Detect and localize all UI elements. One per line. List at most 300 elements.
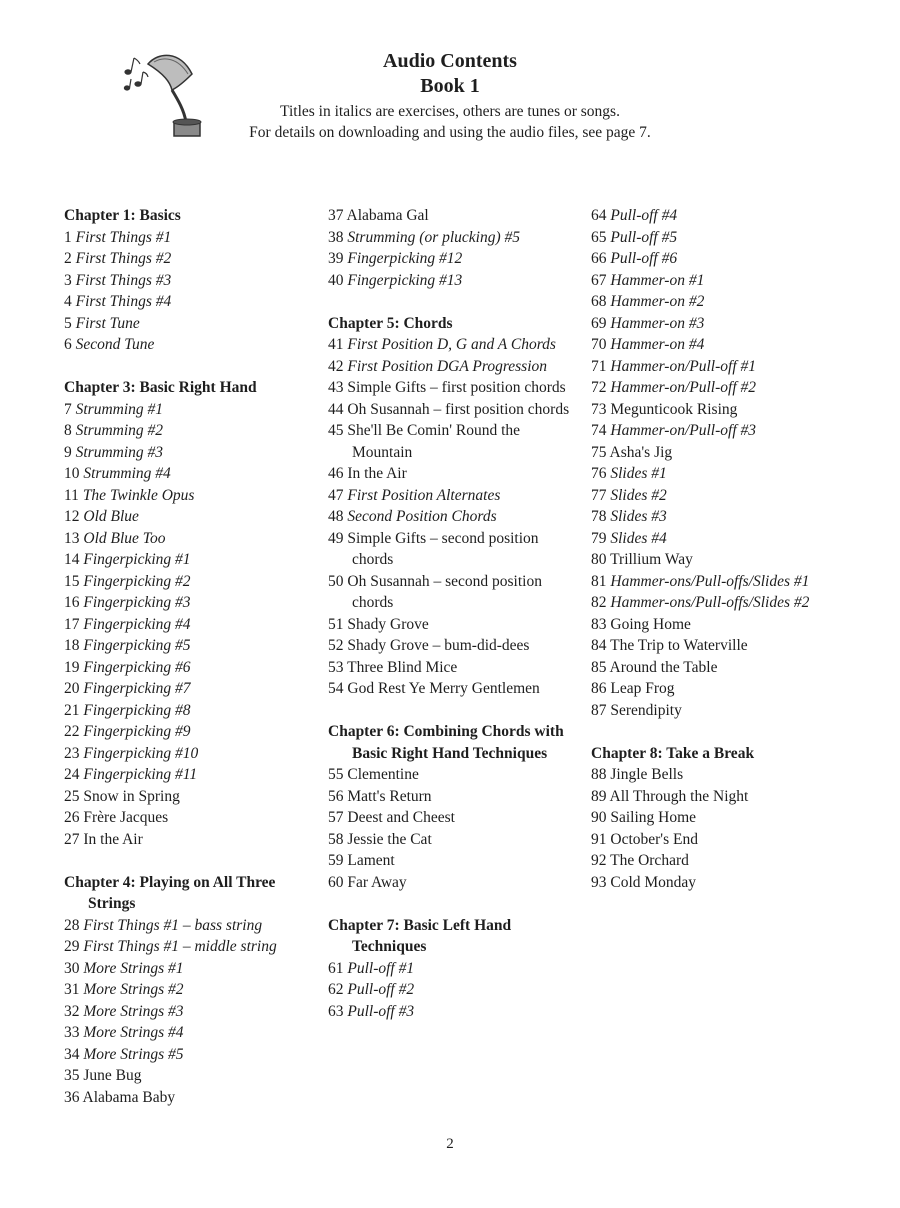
track-number: 70 bbox=[591, 336, 607, 353]
track-item bbox=[591, 549, 851, 571]
exercise-title: First Position DGA Progression bbox=[347, 357, 548, 375]
track-item bbox=[591, 850, 851, 872]
track-item bbox=[64, 485, 314, 507]
track-item bbox=[328, 807, 583, 829]
chapter-heading: Chapter 1: Basics bbox=[64, 207, 181, 224]
exercise-title: More Strings #4 bbox=[83, 1024, 184, 1041]
track-item bbox=[591, 313, 851, 335]
track-number: 14 bbox=[64, 551, 80, 568]
track-item bbox=[64, 678, 314, 700]
exercise-title: Hammer-on/Pull-off #3 bbox=[610, 422, 757, 439]
tune-title: The Orchard bbox=[610, 852, 689, 869]
track-number: 23 bbox=[64, 744, 80, 762]
track-number: 26 bbox=[64, 809, 80, 826]
track-number: 56 bbox=[328, 787, 344, 805]
tune-title: Frère Jacques bbox=[83, 809, 169, 826]
track-number: 21 bbox=[64, 701, 80, 719]
exercise-title: Strumming (or plucking) #5 bbox=[347, 228, 521, 246]
chapter-heading: Chapter 8: Take a Break bbox=[591, 744, 755, 762]
tune-title: Jingle Bells bbox=[610, 766, 684, 783]
track-item bbox=[64, 915, 314, 937]
section-gap bbox=[328, 291, 583, 313]
track-number: 71 bbox=[591, 357, 607, 375]
track-number: 47 bbox=[328, 486, 344, 504]
track-item bbox=[328, 764, 583, 786]
track-number: 55 bbox=[328, 766, 344, 783]
track-item bbox=[591, 614, 851, 636]
track-number: 36 bbox=[64, 1088, 80, 1106]
tune-title: Around the Table bbox=[609, 658, 718, 676]
exercise-title: Fingerpicking #10 bbox=[83, 744, 199, 762]
track-number: 9 bbox=[64, 443, 72, 461]
exercise-title: First Things #1 – bass string bbox=[83, 916, 263, 934]
chapter-heading: Chapter 5: Chords bbox=[328, 314, 453, 332]
track-item bbox=[64, 313, 314, 335]
exercise-title: First Position D, G and A Chords bbox=[347, 336, 556, 353]
tune-title: June Bug bbox=[83, 1067, 142, 1084]
track-number: 33 bbox=[64, 1024, 80, 1041]
track-number: 25 bbox=[64, 787, 80, 805]
track-item bbox=[591, 872, 851, 894]
tune-title: Simple Gifts – second position chords bbox=[347, 529, 539, 568]
track-item bbox=[64, 786, 314, 808]
track-item bbox=[328, 614, 583, 636]
chapter-heading: Chapter 6: Combining Chords with Basic Right Hand Techniques bbox=[328, 723, 564, 762]
track-item bbox=[328, 227, 583, 249]
track-number: 18 bbox=[64, 637, 80, 654]
track-item bbox=[328, 377, 583, 399]
exercise-title: The Twinkle Opus bbox=[82, 486, 195, 504]
exercise-title: Strumming #1 bbox=[75, 400, 164, 418]
chapter-heading: Chapter 3: Basic Right Hand bbox=[64, 379, 257, 396]
exercise-title: Fingerpicking #2 bbox=[83, 572, 191, 590]
exercise-title: Pull-off #4 bbox=[610, 207, 678, 224]
track-item bbox=[328, 420, 583, 463]
exercise-title: Hammer-on/Pull-off #2 bbox=[610, 379, 757, 396]
track-item bbox=[328, 657, 583, 679]
track-number: 29 bbox=[64, 938, 80, 955]
tune-title: Deest and Cheest bbox=[347, 809, 455, 826]
italics-note: Titles in italics are exercises, others are tunes or songs. bbox=[280, 103, 620, 120]
track-item bbox=[64, 1065, 314, 1087]
exercise-title: Strumming #3 bbox=[75, 443, 164, 461]
track-item bbox=[64, 743, 314, 765]
track-number: 43 bbox=[328, 379, 344, 396]
track-number: 68 bbox=[591, 293, 607, 310]
exercise-title: Strumming #4 bbox=[83, 465, 171, 482]
track-number: 37 bbox=[328, 207, 344, 224]
track-number: 13 bbox=[64, 529, 80, 547]
track-number: 83 bbox=[591, 615, 607, 633]
track-number: 76 bbox=[591, 465, 607, 482]
track-number: 49 bbox=[328, 529, 344, 547]
track-number: 42 bbox=[328, 357, 344, 375]
tune-title: Clementine bbox=[347, 766, 419, 783]
track-number: 52 bbox=[328, 637, 344, 654]
exercise-title: Slides #2 bbox=[610, 486, 667, 504]
track-number: 22 bbox=[64, 723, 80, 740]
tune-title: Alabama Baby bbox=[82, 1088, 176, 1106]
tune-title: All Through the Night bbox=[609, 787, 749, 805]
track-item bbox=[64, 571, 314, 593]
track-item bbox=[328, 506, 583, 528]
exercise-title: Slides #3 bbox=[610, 508, 667, 525]
exercise-title: More Strings #2 bbox=[83, 981, 184, 998]
exercise-title: Second Tune bbox=[75, 336, 155, 353]
track-number: 53 bbox=[328, 658, 344, 676]
track-item bbox=[591, 786, 851, 808]
track-item bbox=[64, 1087, 314, 1109]
exercise-title: Fingerpicking #7 bbox=[83, 680, 191, 697]
track-item bbox=[591, 334, 851, 356]
track-number: 58 bbox=[328, 830, 344, 848]
track-number: 4 bbox=[64, 293, 72, 310]
track-item bbox=[591, 291, 851, 313]
exercise-title: Hammer-on #2 bbox=[610, 293, 705, 310]
track-item bbox=[591, 248, 851, 270]
tune-title: Three Blind Mice bbox=[347, 658, 458, 676]
track-item bbox=[328, 678, 583, 700]
track-number: 72 bbox=[591, 379, 607, 396]
tune-title: Snow in Spring bbox=[83, 787, 180, 805]
track-number: 24 bbox=[64, 766, 80, 783]
tune-title: Shady Grove – bum-did-dees bbox=[347, 637, 530, 654]
exercise-title: Pull-off #2 bbox=[347, 981, 415, 998]
exercise-title: Old Blue bbox=[83, 508, 139, 525]
page-subtitle: Book 1 bbox=[420, 75, 480, 97]
section-gap bbox=[328, 893, 583, 915]
track-number: 75 bbox=[591, 443, 607, 461]
track-number: 85 bbox=[591, 658, 607, 676]
track-item bbox=[64, 1001, 314, 1023]
track-item bbox=[591, 399, 851, 421]
track-number: 7 bbox=[64, 400, 72, 418]
exercise-title: First Things #3 bbox=[75, 271, 172, 289]
track-item bbox=[591, 807, 851, 829]
track-item bbox=[591, 528, 851, 550]
track-item bbox=[591, 270, 851, 292]
track-item bbox=[591, 829, 851, 851]
track-number: 66 bbox=[591, 250, 607, 267]
track-number: 30 bbox=[64, 959, 80, 977]
track-number: 54 bbox=[328, 680, 344, 697]
tune-title: Simple Gifts – first position chords bbox=[347, 379, 566, 396]
track-item bbox=[328, 786, 583, 808]
track-number: 87 bbox=[591, 701, 607, 719]
track-item bbox=[64, 270, 314, 292]
track-item bbox=[64, 463, 314, 485]
track-number: 6 bbox=[64, 336, 72, 353]
track-item bbox=[328, 270, 583, 292]
exercise-title: Pull-off #3 bbox=[347, 1002, 415, 1020]
track-item bbox=[591, 657, 851, 679]
track-number: 81 bbox=[591, 572, 607, 590]
track-item bbox=[328, 485, 583, 507]
download-note: For details on downloading and using the audio files, see page 7. bbox=[249, 124, 651, 141]
section-gap bbox=[64, 850, 314, 872]
exercise-title: Hammer-on #1 bbox=[610, 271, 705, 289]
exercise-title: Slides #4 bbox=[610, 529, 667, 547]
tune-title: Lament bbox=[347, 852, 395, 869]
track-number: 73 bbox=[591, 400, 607, 418]
track-number: 77 bbox=[591, 486, 607, 504]
track-item bbox=[328, 958, 583, 980]
track-item bbox=[328, 205, 583, 227]
exercise-title: First Things #4 bbox=[75, 293, 172, 310]
tune-title: God Rest Ye Merry Gentlemen bbox=[347, 680, 540, 697]
track-item bbox=[591, 377, 851, 399]
track-item bbox=[64, 1044, 314, 1066]
exercise-title: Fingerpicking #1 bbox=[83, 551, 191, 568]
track-item bbox=[328, 635, 583, 657]
track-number: 78 bbox=[591, 508, 607, 525]
track-number: 65 bbox=[591, 228, 607, 246]
page-title: Audio Contents bbox=[383, 50, 517, 72]
track-number: 12 bbox=[64, 508, 80, 525]
track-item bbox=[64, 549, 314, 571]
track-item bbox=[64, 227, 314, 249]
track-number: 64 bbox=[591, 207, 607, 224]
track-number: 17 bbox=[64, 615, 80, 633]
exercise-title: First Position Alternates bbox=[347, 486, 501, 504]
exercise-title: Fingerpicking #6 bbox=[83, 658, 191, 676]
track-item bbox=[64, 291, 314, 313]
track-number: 88 bbox=[591, 766, 607, 783]
track-item bbox=[64, 592, 314, 614]
tune-title: Alabama Gal bbox=[346, 207, 429, 224]
track-number: 2 bbox=[64, 250, 72, 267]
exercise-title: Pull-off #5 bbox=[610, 228, 678, 246]
track-item bbox=[64, 936, 314, 958]
tune-title: Matt's Return bbox=[347, 787, 432, 805]
track-item bbox=[591, 700, 851, 722]
track-item bbox=[591, 571, 851, 593]
track-item bbox=[64, 657, 314, 679]
track-number: 91 bbox=[591, 830, 607, 848]
track-number: 44 bbox=[328, 400, 344, 418]
exercise-title: Fingerpicking #11 bbox=[83, 766, 198, 783]
track-number: 86 bbox=[591, 680, 607, 697]
track-number: 59 bbox=[328, 852, 344, 869]
tune-title: Trillium Way bbox=[610, 551, 693, 568]
track-item bbox=[591, 420, 851, 442]
track-item bbox=[328, 571, 583, 614]
exercise-title: Strumming #2 bbox=[75, 422, 164, 439]
track-item bbox=[64, 442, 314, 464]
track-item bbox=[64, 399, 314, 421]
track-number: 89 bbox=[591, 787, 607, 805]
track-item bbox=[591, 506, 851, 528]
tune-title: Going Home bbox=[610, 615, 691, 633]
contents-column-1 bbox=[64, 205, 314, 1108]
track-number: 28 bbox=[64, 916, 80, 934]
track-number: 32 bbox=[64, 1002, 80, 1020]
track-number: 8 bbox=[64, 422, 72, 439]
tune-title: Oh Susannah – second position chords bbox=[347, 572, 542, 611]
track-item bbox=[64, 248, 314, 270]
track-item bbox=[64, 807, 314, 829]
section-gap bbox=[328, 700, 583, 722]
track-item bbox=[328, 356, 583, 378]
contents-column-2 bbox=[328, 205, 583, 1022]
exercise-title: Fingerpicking #4 bbox=[83, 615, 191, 633]
track-item bbox=[328, 528, 583, 571]
tune-title: She'll Be Comin' Round the Mountain bbox=[347, 422, 521, 461]
track-item bbox=[328, 248, 583, 270]
track-item bbox=[64, 721, 314, 743]
track-number: 5 bbox=[64, 314, 72, 332]
exercise-title: First Things #1 – middle string bbox=[83, 938, 277, 955]
track-item bbox=[64, 420, 314, 442]
track-item bbox=[64, 506, 314, 528]
track-item bbox=[328, 850, 583, 872]
track-number: 50 bbox=[328, 572, 344, 590]
track-number: 1 bbox=[64, 228, 72, 246]
track-item bbox=[591, 227, 851, 249]
track-number: 57 bbox=[328, 809, 344, 826]
track-number: 45 bbox=[328, 422, 344, 439]
tune-title: The Trip to Waterville bbox=[610, 637, 748, 654]
exercise-title: Fingerpicking #5 bbox=[83, 637, 191, 654]
track-item bbox=[64, 958, 314, 980]
exercise-title: Fingerpicking #13 bbox=[347, 271, 463, 289]
exercise-title: Hammer-on/Pull-off #1 bbox=[610, 357, 757, 375]
tune-title: Leap Frog bbox=[610, 680, 675, 697]
track-item bbox=[64, 764, 314, 786]
track-number: 34 bbox=[64, 1045, 80, 1063]
track-number: 39 bbox=[328, 250, 344, 267]
track-number: 69 bbox=[591, 314, 607, 332]
track-item bbox=[591, 442, 851, 464]
chapter-heading: Chapter 4: Playing on All Three Strings bbox=[64, 873, 276, 912]
tune-title: October's End bbox=[610, 830, 698, 848]
track-number: 74 bbox=[591, 422, 607, 439]
track-item bbox=[64, 829, 314, 851]
exercise-title: Fingerpicking #9 bbox=[83, 723, 191, 740]
track-number: 31 bbox=[64, 981, 80, 998]
track-number: 46 bbox=[328, 465, 344, 482]
exercise-title: Hammer-ons/Pull-offs/Slides #1 bbox=[610, 572, 810, 590]
tune-title: Megunticook Rising bbox=[610, 400, 738, 418]
track-number: 82 bbox=[591, 594, 607, 611]
exercise-title: Hammer-on #4 bbox=[610, 336, 705, 353]
exercise-title: Second Position Chords bbox=[347, 508, 497, 525]
section-gap bbox=[591, 721, 851, 743]
track-item bbox=[591, 764, 851, 786]
track-item bbox=[591, 205, 851, 227]
exercise-title: Slides #1 bbox=[610, 465, 667, 482]
track-item bbox=[328, 872, 583, 894]
track-item bbox=[328, 399, 583, 421]
track-number: 15 bbox=[64, 572, 80, 590]
track-number: 35 bbox=[64, 1067, 80, 1084]
tune-title: Jessie the Cat bbox=[347, 830, 432, 848]
track-number: 3 bbox=[64, 271, 72, 289]
track-number: 61 bbox=[328, 959, 344, 977]
exercise-title: Pull-off #1 bbox=[347, 959, 415, 977]
track-item bbox=[328, 1001, 583, 1023]
track-number: 16 bbox=[64, 594, 80, 611]
exercise-title: First Things #1 bbox=[75, 228, 172, 246]
track-number: 79 bbox=[591, 529, 607, 547]
exercise-title: Fingerpicking #8 bbox=[83, 701, 191, 719]
track-item bbox=[64, 700, 314, 722]
track-item bbox=[64, 1022, 314, 1044]
track-item bbox=[328, 334, 583, 356]
track-number: 38 bbox=[328, 228, 344, 246]
track-number: 11 bbox=[64, 486, 79, 504]
track-item bbox=[64, 979, 314, 1001]
tune-title: In the Air bbox=[83, 830, 143, 848]
exercise-title: More Strings #3 bbox=[83, 1002, 184, 1020]
track-number: 62 bbox=[328, 981, 344, 998]
tune-title: In the Air bbox=[347, 465, 407, 482]
tune-title: Sailing Home bbox=[610, 809, 697, 826]
track-item bbox=[64, 614, 314, 636]
track-number: 10 bbox=[64, 465, 80, 482]
exercise-title: More Strings #5 bbox=[83, 1045, 184, 1063]
track-number: 92 bbox=[591, 852, 607, 869]
track-number: 93 bbox=[591, 873, 607, 891]
tune-title: Serendipity bbox=[610, 701, 682, 719]
exercise-title: First Tune bbox=[75, 314, 140, 332]
track-number: 63 bbox=[328, 1002, 344, 1020]
chapter-heading: Chapter 7: Basic Left Hand Techniques bbox=[328, 916, 512, 955]
track-number: 41 bbox=[328, 336, 344, 353]
track-number: 40 bbox=[328, 271, 344, 289]
exercise-title: Hammer-ons/Pull-offs/Slides #2 bbox=[610, 594, 810, 611]
track-number: 19 bbox=[64, 658, 80, 676]
track-item bbox=[328, 979, 583, 1001]
track-number: 84 bbox=[591, 637, 607, 654]
track-number: 90 bbox=[591, 809, 607, 826]
track-number: 51 bbox=[328, 615, 344, 633]
tune-title: Shady Grove bbox=[347, 615, 429, 633]
track-number: 67 bbox=[591, 271, 607, 289]
track-item bbox=[64, 334, 314, 356]
exercise-title: First Things #2 bbox=[75, 250, 172, 267]
track-number: 60 bbox=[328, 873, 344, 891]
track-number: 27 bbox=[64, 830, 80, 848]
exercise-title: Hammer-on #3 bbox=[610, 314, 705, 332]
tune-title: Far Away bbox=[347, 873, 407, 891]
track-item bbox=[591, 485, 851, 507]
track-number: 80 bbox=[591, 551, 607, 568]
track-number: 20 bbox=[64, 680, 80, 697]
track-item bbox=[591, 463, 851, 485]
exercise-title: More Strings #1 bbox=[83, 959, 184, 977]
track-item bbox=[591, 592, 851, 614]
track-item bbox=[591, 356, 851, 378]
track-item bbox=[64, 528, 314, 550]
tune-title: Oh Susannah – first position chords bbox=[347, 400, 570, 418]
track-item bbox=[591, 635, 851, 657]
exercise-title: Old Blue Too bbox=[83, 529, 166, 547]
tune-title: Cold Monday bbox=[610, 873, 697, 891]
exercise-title: Fingerpicking #12 bbox=[347, 250, 463, 267]
tune-title: Asha's Jig bbox=[609, 443, 673, 461]
exercise-title: Fingerpicking #3 bbox=[83, 594, 191, 611]
track-item bbox=[328, 829, 583, 851]
track-item bbox=[328, 463, 583, 485]
track-item bbox=[64, 635, 314, 657]
track-item bbox=[591, 678, 851, 700]
page-number: 2 bbox=[446, 1136, 454, 1152]
section-gap bbox=[64, 356, 314, 378]
exercise-title: Pull-off #6 bbox=[610, 250, 678, 267]
contents-column-3 bbox=[591, 205, 851, 893]
track-number: 48 bbox=[328, 508, 344, 525]
